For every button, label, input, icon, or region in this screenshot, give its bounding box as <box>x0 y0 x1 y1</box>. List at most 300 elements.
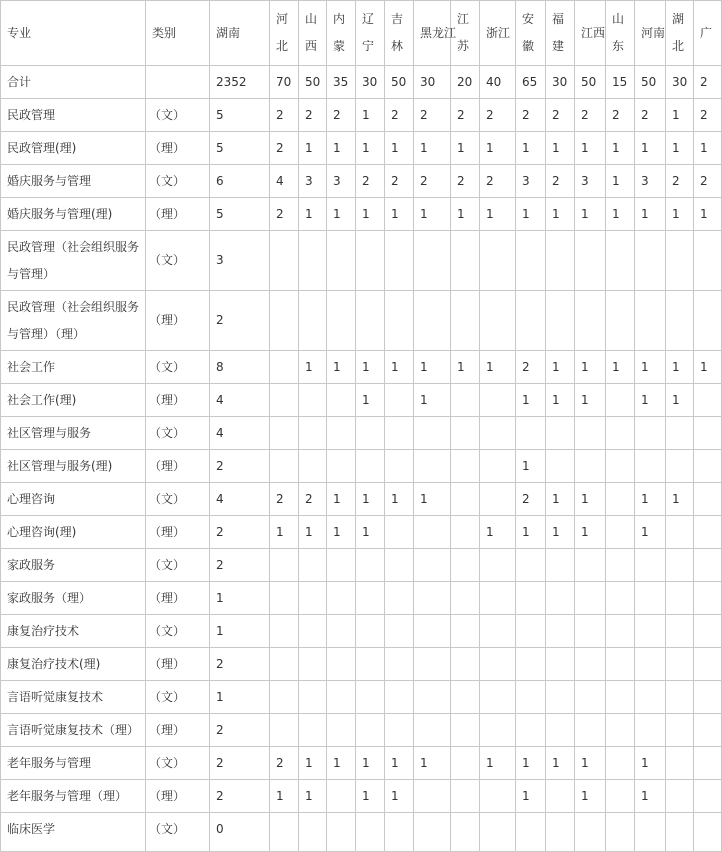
quota-cell <box>606 483 635 516</box>
quota-cell <box>666 714 694 747</box>
quota-cell <box>299 291 327 351</box>
quota-cell: 1 <box>327 351 356 384</box>
quota-cell: 1 <box>414 132 451 165</box>
quota-cell <box>546 549 575 582</box>
quota-cell: 1 <box>694 132 722 165</box>
quota-cell <box>356 648 385 681</box>
quota-cell <box>575 615 606 648</box>
quota-cell <box>270 231 299 291</box>
quota-cell <box>414 231 451 291</box>
category-cell: （理） <box>146 384 210 417</box>
category-cell: （文） <box>146 549 210 582</box>
quota-cell: 1 <box>635 483 666 516</box>
quota-cell <box>694 648 722 681</box>
quota-cell: 2 <box>635 99 666 132</box>
quota-cell <box>356 450 385 483</box>
major-cell: 康复治疗技术(理) <box>1 648 146 681</box>
quota-cell: 1 <box>666 198 694 231</box>
quota-cell: 1 <box>385 483 414 516</box>
quota-cell: 35 <box>327 66 356 99</box>
header-province: 湖南 <box>210 1 270 66</box>
major-cell: 心理咨询 <box>1 483 146 516</box>
quota-cell: 5 <box>210 132 270 165</box>
quota-cell: 1 <box>210 582 270 615</box>
quota-cell: 2 <box>516 99 546 132</box>
quota-cell: 1 <box>414 198 451 231</box>
quota-cell: 1 <box>606 165 635 198</box>
total-row <box>1 66 722 99</box>
quota-cell: 1 <box>210 681 270 714</box>
major-cell: 民政管理（社会组织服务与管理）（理） <box>1 291 146 351</box>
quota-cell: 1 <box>546 132 575 165</box>
table-row <box>1 351 722 384</box>
quota-cell <box>575 681 606 714</box>
major-cell: 社会工作(理) <box>1 384 146 417</box>
quota-cell <box>327 450 356 483</box>
quota-cell: 1 <box>299 351 327 384</box>
quota-cell <box>480 450 516 483</box>
quota-cell <box>516 231 546 291</box>
quota-cell: 1 <box>414 747 451 780</box>
quota-cell: 1 <box>356 483 385 516</box>
quota-cell <box>546 714 575 747</box>
quota-cell <box>606 417 635 450</box>
quota-cell: 1 <box>546 351 575 384</box>
quota-cell <box>451 516 480 549</box>
quota-cell <box>270 813 299 852</box>
header-major: 专业 <box>1 1 146 66</box>
quota-cell: 1 <box>385 198 414 231</box>
quota-cell: 2 <box>327 99 356 132</box>
quota-cell: 1 <box>480 198 516 231</box>
quota-cell <box>451 417 480 450</box>
table-row <box>1 549 722 582</box>
quota-cell <box>385 516 414 549</box>
quota-cell: 1 <box>356 780 385 813</box>
quota-cell <box>414 582 451 615</box>
quota-cell: 1 <box>635 132 666 165</box>
quota-cell <box>480 483 516 516</box>
quota-cell: 1 <box>635 747 666 780</box>
quota-cell: 1 <box>666 99 694 132</box>
quota-cell: 1 <box>666 351 694 384</box>
quota-cell <box>327 615 356 648</box>
header-province: 吉林 <box>385 1 414 66</box>
quota-cell <box>451 681 480 714</box>
quota-cell: 50 <box>575 66 606 99</box>
table-row <box>1 714 722 747</box>
table-row <box>1 516 722 549</box>
quota-cell: 1 <box>606 132 635 165</box>
quota-cell: 1 <box>356 351 385 384</box>
quota-cell <box>385 615 414 648</box>
quota-cell <box>606 813 635 852</box>
category-cell: （理） <box>146 648 210 681</box>
quota-cell: 2 <box>210 291 270 351</box>
quota-cell <box>546 648 575 681</box>
quota-cell <box>606 384 635 417</box>
quota-cell: 1 <box>385 780 414 813</box>
category-cell: （文） <box>146 483 210 516</box>
major-cell: 民政管理(理) <box>1 132 146 165</box>
quota-cell: 4 <box>210 483 270 516</box>
quota-cell <box>575 231 606 291</box>
quota-cell: 2 <box>270 132 299 165</box>
quota-cell: 1 <box>356 99 385 132</box>
quota-cell: 5 <box>210 198 270 231</box>
quota-cell: 1 <box>635 516 666 549</box>
quota-cell: 65 <box>516 66 546 99</box>
category-cell: （文） <box>146 417 210 450</box>
quota-cell: 1 <box>356 516 385 549</box>
quota-cell <box>694 483 722 516</box>
quota-cell <box>694 417 722 450</box>
quota-cell: 2 <box>385 99 414 132</box>
table-row <box>1 813 722 852</box>
quota-cell <box>666 681 694 714</box>
quota-cell <box>451 714 480 747</box>
quota-cell: 1 <box>327 516 356 549</box>
quota-cell: 1 <box>546 384 575 417</box>
quota-cell <box>480 813 516 852</box>
header-province: 江西 <box>575 1 606 66</box>
quota-cell <box>516 549 546 582</box>
category-cell: （文） <box>146 813 210 852</box>
quota-cell <box>299 450 327 483</box>
quota-cell: 2 <box>546 99 575 132</box>
quota-cell <box>694 780 722 813</box>
quota-cell <box>635 714 666 747</box>
quota-cell <box>480 648 516 681</box>
quota-cell <box>635 417 666 450</box>
quota-cell: 1 <box>546 483 575 516</box>
header-province: 广 <box>694 1 722 66</box>
quota-cell <box>606 549 635 582</box>
quota-cell <box>327 714 356 747</box>
quota-cell: 1 <box>385 747 414 780</box>
quota-cell: 1 <box>480 747 516 780</box>
quota-cell <box>516 291 546 351</box>
quota-cell <box>414 615 451 648</box>
table-row <box>1 231 722 291</box>
quota-cell: 1 <box>694 351 722 384</box>
table-row <box>1 582 722 615</box>
quota-cell <box>516 813 546 852</box>
quota-cell: 2 <box>210 714 270 747</box>
quota-cell: 2 <box>451 99 480 132</box>
table-row <box>1 648 722 681</box>
quota-cell <box>575 450 606 483</box>
quota-cell <box>546 813 575 852</box>
major-cell: 老年服务与管理 <box>1 747 146 780</box>
quota-cell: 2 <box>210 780 270 813</box>
quota-cell: 2 <box>299 99 327 132</box>
quota-cell <box>694 291 722 351</box>
quota-cell: 3 <box>635 165 666 198</box>
quota-cell: 30 <box>546 66 575 99</box>
quota-cell: 4 <box>210 384 270 417</box>
quota-cell <box>606 648 635 681</box>
table-row <box>1 747 722 780</box>
quota-cell <box>414 417 451 450</box>
quota-cell: 2 <box>414 165 451 198</box>
quota-cell <box>270 615 299 648</box>
quota-cell <box>575 648 606 681</box>
table-row <box>1 99 722 132</box>
quota-cell <box>516 417 546 450</box>
major-cell: 家政服务 <box>1 549 146 582</box>
quota-cell <box>327 549 356 582</box>
quota-cell: 1 <box>666 483 694 516</box>
quota-cell <box>516 648 546 681</box>
quota-cell <box>546 231 575 291</box>
header-province: 浙江 <box>480 1 516 66</box>
quota-cell <box>356 291 385 351</box>
quota-cell: 70 <box>270 66 299 99</box>
category-cell: （理） <box>146 516 210 549</box>
quota-cell: 3 <box>299 165 327 198</box>
quota-cell: 2 <box>414 99 451 132</box>
quota-cell <box>270 648 299 681</box>
quota-cell <box>385 714 414 747</box>
quota-cell <box>385 450 414 483</box>
quota-cell <box>385 384 414 417</box>
quota-cell <box>635 291 666 351</box>
quota-cell <box>606 291 635 351</box>
quota-cell <box>694 384 722 417</box>
quota-cell <box>635 681 666 714</box>
quota-cell: 1 <box>327 132 356 165</box>
quota-cell <box>694 813 722 852</box>
header-province: 安徽 <box>516 1 546 66</box>
quota-cell: 1 <box>414 384 451 417</box>
quota-cell <box>270 384 299 417</box>
quota-cell <box>666 450 694 483</box>
quota-cell <box>327 582 356 615</box>
major-cell: 康复治疗技术 <box>1 615 146 648</box>
quota-cell: 1 <box>635 780 666 813</box>
quota-cell: 4 <box>210 417 270 450</box>
table-row <box>1 483 722 516</box>
quota-cell: 1 <box>606 351 635 384</box>
quota-cell: 2352 <box>210 66 270 99</box>
quota-cell: 2 <box>694 66 722 99</box>
quota-cell: 1 <box>385 132 414 165</box>
quota-cell <box>356 714 385 747</box>
major-cell: 临床医学 <box>1 813 146 852</box>
quota-cell <box>385 231 414 291</box>
quota-cell <box>480 582 516 615</box>
quota-cell <box>694 747 722 780</box>
quota-cell <box>546 615 575 648</box>
quota-cell <box>270 582 299 615</box>
quota-cell <box>666 648 694 681</box>
quota-cell: 20 <box>451 66 480 99</box>
quota-cell: 2 <box>451 165 480 198</box>
quota-cell <box>299 615 327 648</box>
quota-cell <box>694 231 722 291</box>
quota-cell: 50 <box>299 66 327 99</box>
quota-cell: 2 <box>210 450 270 483</box>
quota-cell <box>635 615 666 648</box>
quota-cell <box>666 417 694 450</box>
quota-cell <box>414 714 451 747</box>
quota-cell: 8 <box>210 351 270 384</box>
quota-cell: 15 <box>606 66 635 99</box>
quota-cell <box>356 681 385 714</box>
quota-cell <box>694 549 722 582</box>
header-province: 江苏 <box>451 1 480 66</box>
quota-cell: 1 <box>299 780 327 813</box>
quota-cell: 1 <box>299 747 327 780</box>
quota-cell: 1 <box>666 132 694 165</box>
quota-cell <box>385 648 414 681</box>
quota-cell <box>546 780 575 813</box>
quota-cell <box>666 549 694 582</box>
quota-cell: 2 <box>270 483 299 516</box>
quota-cell <box>480 714 516 747</box>
table-row <box>1 681 722 714</box>
quota-cell: 1 <box>356 747 385 780</box>
major-cell: 言语听觉康复技术（理） <box>1 714 146 747</box>
quota-cell: 1 <box>516 747 546 780</box>
quota-cell <box>451 291 480 351</box>
quota-cell <box>451 450 480 483</box>
quota-cell: 2 <box>299 483 327 516</box>
quota-cell <box>451 780 480 813</box>
category-cell: （理） <box>146 291 210 351</box>
quota-cell <box>327 681 356 714</box>
category-cell: （理） <box>146 714 210 747</box>
quota-cell <box>414 516 451 549</box>
table-row <box>1 165 722 198</box>
quota-cell <box>385 681 414 714</box>
quota-cell: 0 <box>210 813 270 852</box>
quota-cell: 1 <box>516 132 546 165</box>
quota-cell <box>606 714 635 747</box>
quota-cell: 1 <box>327 747 356 780</box>
major-cell: 老年服务与管理（理） <box>1 780 146 813</box>
header-province: 山东 <box>606 1 635 66</box>
quota-cell: 1 <box>356 384 385 417</box>
quota-cell <box>356 582 385 615</box>
quota-cell: 50 <box>385 66 414 99</box>
quota-cell <box>694 681 722 714</box>
quota-cell <box>694 714 722 747</box>
quota-cell: 1 <box>575 483 606 516</box>
quota-cell <box>635 450 666 483</box>
quota-cell: 1 <box>546 747 575 780</box>
category-cell: （文） <box>146 231 210 291</box>
quota-cell: 1 <box>546 198 575 231</box>
quota-cell <box>356 231 385 291</box>
quota-cell <box>327 813 356 852</box>
quota-cell: 1 <box>299 198 327 231</box>
quota-cell: 2 <box>270 198 299 231</box>
quota-cell <box>451 582 480 615</box>
major-cell: 合计 <box>1 66 146 99</box>
quota-cell <box>546 291 575 351</box>
quota-cell <box>606 780 635 813</box>
quota-cell: 1 <box>516 384 546 417</box>
header-province: 山西 <box>299 1 327 66</box>
quota-cell <box>546 417 575 450</box>
quota-cell <box>451 747 480 780</box>
quota-cell <box>451 231 480 291</box>
major-cell: 言语听觉康复技术 <box>1 681 146 714</box>
quota-cell <box>451 813 480 852</box>
quota-cell: 6 <box>210 165 270 198</box>
quota-cell <box>575 549 606 582</box>
quota-cell: 3 <box>516 165 546 198</box>
quota-cell <box>414 813 451 852</box>
quota-cell <box>270 714 299 747</box>
quota-cell: 1 <box>516 450 546 483</box>
quota-cell <box>270 681 299 714</box>
quota-cell <box>299 582 327 615</box>
quota-cell <box>480 780 516 813</box>
category-cell: （文） <box>146 351 210 384</box>
quota-cell <box>666 780 694 813</box>
quota-cell <box>546 681 575 714</box>
quota-cell <box>480 615 516 648</box>
major-cell: 婚庆服务与管理(理) <box>1 198 146 231</box>
quota-cell: 2 <box>480 99 516 132</box>
category-cell: （文） <box>146 615 210 648</box>
quota-cell <box>516 615 546 648</box>
quota-cell <box>666 615 694 648</box>
quota-cell: 1 <box>575 747 606 780</box>
category-cell: （文） <box>146 165 210 198</box>
quota-cell <box>606 582 635 615</box>
quota-cell <box>666 813 694 852</box>
quota-cell: 1 <box>575 351 606 384</box>
quota-cell <box>414 780 451 813</box>
category-cell: （理） <box>146 132 210 165</box>
quota-cell: 40 <box>480 66 516 99</box>
quota-cell: 3 <box>575 165 606 198</box>
quota-cell <box>299 384 327 417</box>
header-row <box>1 1 722 66</box>
table-row <box>1 417 722 450</box>
quota-cell <box>606 615 635 648</box>
quota-cell: 1 <box>480 351 516 384</box>
quota-cell <box>635 231 666 291</box>
quota-cell: 1 <box>575 384 606 417</box>
major-cell: 社区管理与服务(理) <box>1 450 146 483</box>
quota-cell: 1 <box>694 198 722 231</box>
quota-cell: 1 <box>270 780 299 813</box>
quota-cell: 2 <box>480 165 516 198</box>
quota-cell: 1 <box>451 132 480 165</box>
table-row <box>1 132 722 165</box>
quota-cell: 2 <box>546 165 575 198</box>
quota-cell <box>606 231 635 291</box>
quota-cell <box>270 417 299 450</box>
quota-cell <box>385 549 414 582</box>
quota-cell <box>606 450 635 483</box>
quota-cell: 2 <box>270 747 299 780</box>
quota-cell: 1 <box>356 198 385 231</box>
quota-cell <box>414 450 451 483</box>
quota-cell: 1 <box>327 483 356 516</box>
quota-cell <box>666 747 694 780</box>
quota-cell: 2 <box>666 165 694 198</box>
quota-cell: 2 <box>210 549 270 582</box>
quota-cell <box>575 813 606 852</box>
quota-cell <box>480 384 516 417</box>
quota-cell <box>414 291 451 351</box>
